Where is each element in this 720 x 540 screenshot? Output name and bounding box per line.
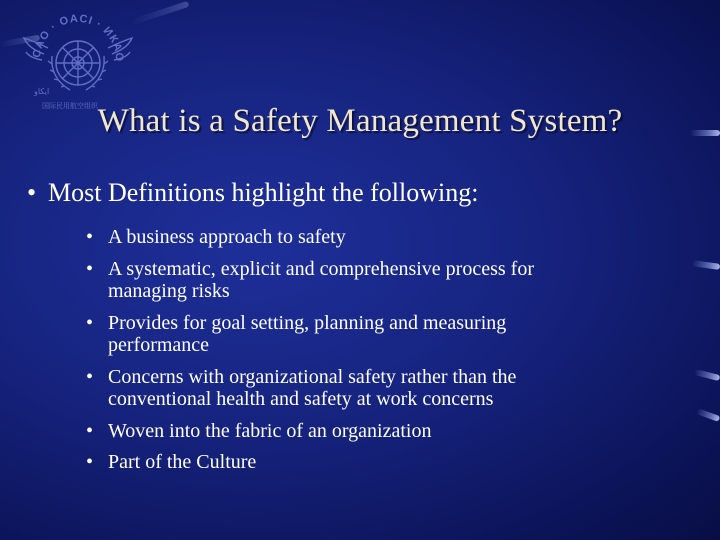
bullet-marker: • xyxy=(86,419,94,442)
list-item-text: Woven into the fabric of an organization xyxy=(108,419,432,442)
list-item xyxy=(86,226,668,249)
decorative-streak xyxy=(694,369,720,381)
list-item xyxy=(86,365,668,411)
bullet-marker: • xyxy=(86,257,94,280)
bullet-marker: • xyxy=(86,311,94,334)
decorative-streak xyxy=(131,1,190,25)
list-item-text: A systematic, explicit and comprehensive process for xyxy=(108,257,534,280)
decorative-streak xyxy=(692,260,720,270)
list-item-text: Provides for goal setting, planning and measuring xyxy=(108,311,507,334)
bullet-marker: • xyxy=(86,365,94,388)
un-emblem-wings-icon xyxy=(22,8,134,112)
list-item xyxy=(86,311,668,357)
svg-text:ICAO · OACI · ИКАО xyxy=(22,8,125,62)
definition-list xyxy=(86,226,668,483)
bullet-marker: • xyxy=(86,451,94,473)
slide-title: What is a Safety Management System? xyxy=(97,103,623,139)
logo-arabic-text: ايكاو xyxy=(34,87,50,96)
list-item-text: A business approach to safety xyxy=(108,226,346,248)
lead-bullet-item xyxy=(27,178,479,208)
list-item-text: conventional health and safety at work concerns xyxy=(108,388,494,410)
list-item-text: managing risks xyxy=(108,280,230,302)
list-item xyxy=(86,257,668,303)
bullet-marker: • xyxy=(27,178,37,207)
bullet-marker: • xyxy=(86,226,94,248)
icao-logo xyxy=(22,8,134,112)
list-item-text: performance xyxy=(108,334,210,356)
decorative-streak xyxy=(696,408,720,422)
lead-text: Most Definitions highlight the following: xyxy=(48,178,479,207)
list-item xyxy=(86,419,668,443)
list-item-text: Part of the Culture xyxy=(108,451,257,473)
list-item xyxy=(86,451,668,474)
logo-top-text: CAO · OACI · ИКАО xyxy=(30,12,126,63)
list-item-text: Concerns with organizational safety rather than the xyxy=(108,365,517,388)
logo-chinese-text: 国际民用航空组织 xyxy=(42,102,98,110)
